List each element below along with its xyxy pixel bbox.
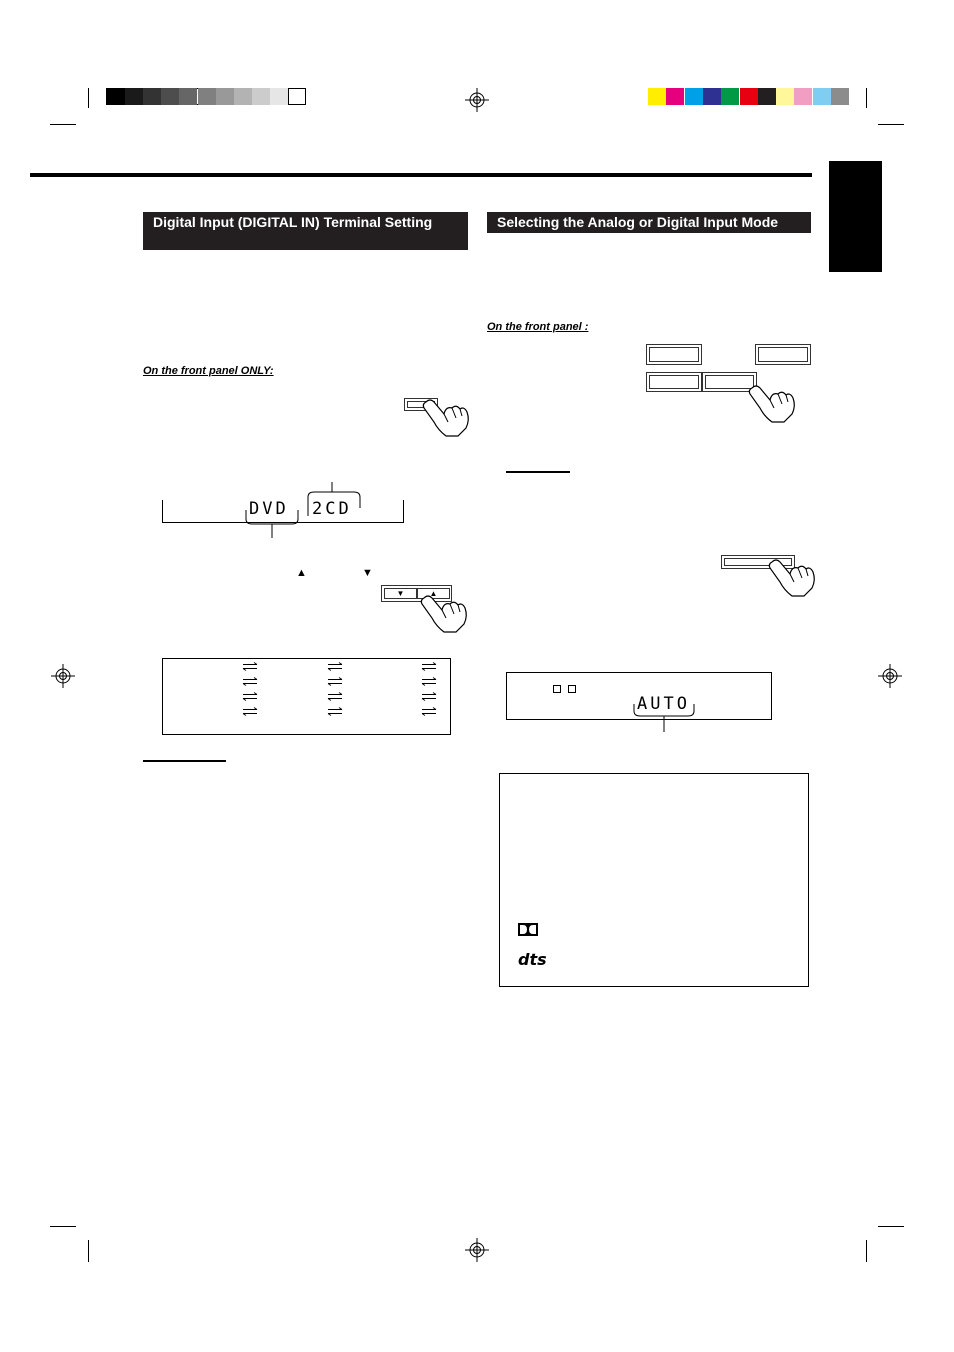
up-arrow-symbol: ▲ [296,567,307,579]
color-swatch [776,88,794,105]
source-button-top-left[interactable] [646,344,702,365]
gray-swatch [107,88,125,105]
up-button[interactable]: ▲ [417,588,450,599]
callout-brackets [240,478,370,544]
crop-mark [866,88,867,108]
exchange-arrow-icon [327,677,343,687]
exchange-arrow-icon [327,707,343,717]
registration-crosshair-icon [51,664,75,688]
indicator-square [568,685,576,693]
color-swatch [740,88,758,105]
dts-logo-icon [518,951,556,969]
gray-swatch [288,88,306,105]
language-tab [829,161,882,272]
registration-crosshair-icon [878,664,902,688]
subsection-rule [506,471,570,473]
color-swatch [721,88,739,105]
color-swatch [666,88,684,105]
svg-text:dts: dts [518,951,547,969]
registration-crosshair-icon [465,1238,489,1262]
crop-mark [50,1226,76,1227]
color-swatch [648,88,666,105]
front-panel-note: On the front panel : [487,321,589,333]
indicator-square [553,685,561,693]
subsection-rule [143,760,226,762]
color-swatch [813,88,831,105]
crop-mark [866,1240,867,1262]
section-header-digital-input: Digital Input (DIGITAL IN) Terminal Setting [143,212,468,250]
pointing-hand-icon [766,556,818,598]
pointing-hand-icon [746,382,798,424]
gray-swatch [252,88,270,105]
exchange-arrow-icon [421,692,437,702]
source-button-top-right[interactable] [755,344,811,365]
gray-swatch [143,88,161,105]
display-terminal-2cd: 2CD [312,499,352,519]
crop-mark [50,124,76,125]
gray-swatch [125,88,143,105]
top-rule [30,173,812,177]
callout-bracket [628,700,700,734]
exchange-arrow-icon [242,677,258,687]
section-header-analog-digital: Selecting the Analog or Digital Input Mode [487,212,811,233]
gray-swatch [216,88,234,105]
color-swatch [794,88,812,105]
display-auto: AUTO [637,694,690,714]
crop-mark [88,88,89,108]
registration-crosshair-icon [465,88,489,112]
crop-mark [878,1226,904,1227]
gray-swatch [270,88,288,105]
exchange-arrow-icon [421,677,437,687]
pointing-hand-icon [420,396,472,438]
exchange-arrow-icon [421,707,437,717]
dolby-double-d-icon [518,923,538,936]
exchange-arrow-icon [242,662,258,672]
crop-mark [878,124,904,125]
gray-swatch [198,88,216,105]
gray-swatch [179,88,197,105]
down-arrow-symbol: ▼ [362,567,373,579]
color-swatch [831,88,849,105]
terminal-cycle-table [162,658,451,735]
source-button-bottom-left[interactable] [646,372,702,392]
exchange-arrow-icon [327,662,343,672]
color-swatch [685,88,703,105]
color-swatch [758,88,776,105]
exchange-arrow-icon [242,692,258,702]
pointing-hand-icon [418,592,470,634]
crop-mark [88,1240,89,1262]
display-source-dvd: DVD [249,499,289,519]
color-swatch [703,88,721,105]
gray-swatch [234,88,252,105]
exchange-arrow-icon [242,707,258,717]
front-panel-only-note: On the front panel ONLY: [143,365,274,377]
down-button[interactable]: ▼ [384,588,417,599]
exchange-arrow-icon [327,692,343,702]
gray-swatch [161,88,179,105]
exchange-arrow-icon [421,662,437,672]
